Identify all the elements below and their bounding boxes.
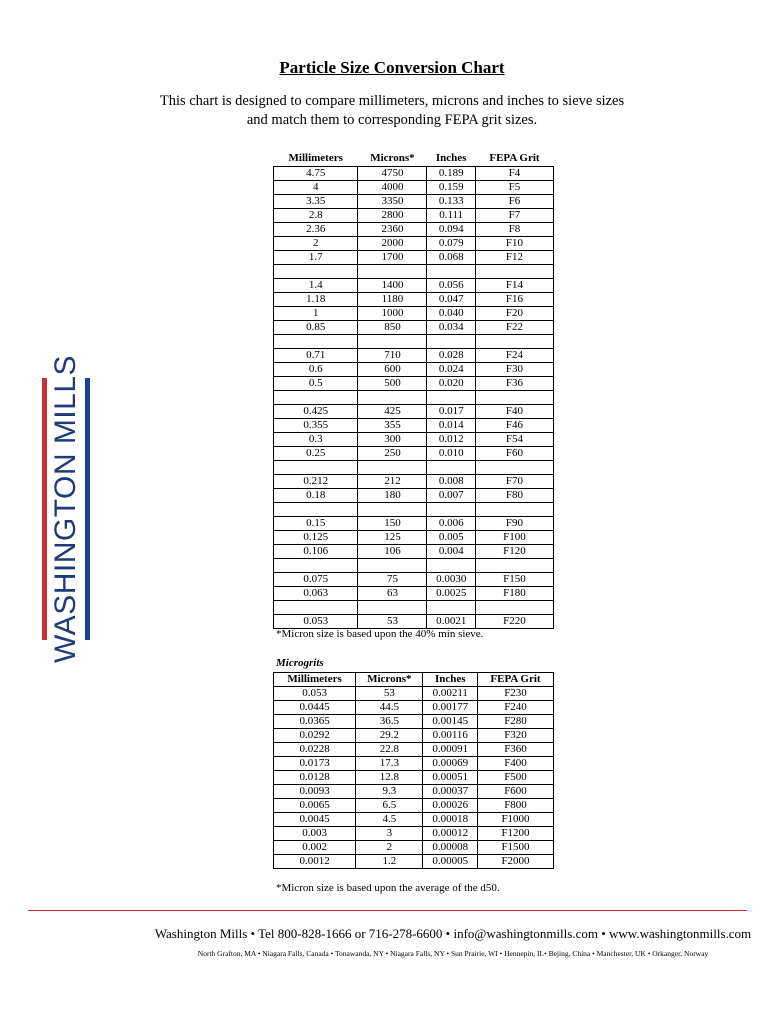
footer-locations: North Grafton, MA • Niagara Falls, Canada • Tonawanda, NY • Niagara Falls, NY • Sun Prairie, WI • Hennepin, IL• Bejing, China • Manchester, UK • Orkanger, Norway [197,949,709,958]
table-cell: F5 [475,181,553,195]
table-row [274,307,554,321]
table-cell: F16 [475,293,553,307]
table-row [274,265,554,279]
table-cell: 0.0173 [274,757,356,771]
table-cell: F22 [475,321,553,335]
table-cell: 1.18 [274,293,358,307]
table-row [274,785,554,799]
table-row [274,335,554,349]
table-cell: 0.00177 [423,701,478,715]
table-cell: 75 [358,573,427,587]
column-header: Inches [423,673,478,687]
table-cell: 17.3 [356,757,423,771]
table-cell: 0.006 [427,517,476,531]
microgrits-table-body [274,687,554,869]
table-cell: 4.5 [356,813,423,827]
table-cell: 36.5 [356,715,423,729]
table-cell [475,461,553,475]
intro-text [0,92,768,130]
table-cell: 1700 [358,251,427,265]
table-cell: 0.125 [274,531,358,545]
table-cell: 355 [358,419,427,433]
company-logo [40,354,92,664]
table-cell: 425 [358,405,427,419]
logo-blue-stripe [85,378,90,640]
table-cell: 2 [356,841,423,855]
table-cell: 4.75 [274,167,358,181]
table-cell [274,601,358,615]
table-cell: 0.00008 [423,841,478,855]
table-cell [427,461,476,475]
table-row [274,813,554,827]
table-cell: 0.014 [427,419,476,433]
table-row [274,743,554,757]
table-cell: F7 [475,209,553,223]
table-row [274,475,554,489]
table-cell: 0.15 [274,517,358,531]
column-header: FEPA Grit [478,673,554,687]
table-cell: 0.00018 [423,813,478,827]
table-cell [427,559,476,573]
table-cell: 0.106 [274,545,358,559]
table-cell: F150 [475,573,553,587]
intro-line-2: and match them to corresponding FEPA grit sizes. [246,112,538,128]
table-row [274,279,554,293]
table-cell: F280 [478,715,554,729]
table-cell: 0.047 [427,293,476,307]
table-cell: 0.017 [427,405,476,419]
table-cell: 0.010 [427,447,476,461]
table-cell: 0.159 [427,181,476,195]
table-row [274,195,554,209]
table-cell: F600 [478,785,554,799]
table-row [274,827,554,841]
table-cell [274,461,358,475]
table-cell [475,335,553,349]
table-cell: F1200 [478,827,554,841]
table-row [274,771,554,785]
table-cell [358,601,427,615]
table-cell [274,265,358,279]
table-cell: 1000 [358,307,427,321]
column-header: Millimeters [274,673,356,687]
table-row [274,377,554,391]
table-cell: 710 [358,349,427,363]
table-cell: 0.040 [427,307,476,321]
table-cell [427,335,476,349]
table-cell: 0.0025 [427,587,476,601]
table-cell: 1 [274,307,358,321]
table-cell: 6.5 [356,799,423,813]
table-cell: F24 [475,349,553,363]
table-cell: 0.008 [427,475,476,489]
table-row [274,841,554,855]
table-cell: 63 [358,587,427,601]
table-cell: 0.056 [427,279,476,293]
table-cell: F800 [478,799,554,813]
table-cell: 500 [358,377,427,391]
table-cell: 0.85 [274,321,358,335]
microgrits-label: Microgrits [276,657,324,669]
table-cell: 0.0445 [274,701,356,715]
table-cell: 2 [274,237,358,251]
table-cell: 2.36 [274,223,358,237]
table-cell [274,335,358,349]
table-cell: 53 [358,615,427,629]
table-cell: 0.075 [274,573,358,587]
table-cell: 1400 [358,279,427,293]
table-cell: F240 [478,701,554,715]
table-cell: 4750 [358,167,427,181]
table-cell [427,503,476,517]
table-row [274,601,554,615]
table-cell: 0.079 [427,237,476,251]
footer-divider [28,910,747,911]
table-cell: F220 [475,615,553,629]
table-row [274,615,554,629]
table-row [274,251,554,265]
table-row [274,545,554,559]
table-cell: 0.002 [274,841,356,855]
column-header: Inches [427,150,476,167]
table-cell: 0.18 [274,489,358,503]
table-cell: 0.0012 [274,855,356,869]
table-row [274,729,554,743]
table-cell [358,391,427,405]
table-cell: F400 [478,757,554,771]
table-cell: 0.00116 [423,729,478,743]
table-cell: F54 [475,433,553,447]
table-cell: 2000 [358,237,427,251]
logo-text: WASHINGTON MILLS [49,354,82,664]
table-cell: 0.068 [427,251,476,265]
table-cell: 180 [358,489,427,503]
table-cell: F30 [475,363,553,377]
table-row [274,237,554,251]
table-cell: 0.063 [274,587,358,601]
table-cell: F180 [475,587,553,601]
table-cell: 0.355 [274,419,358,433]
table-cell: F100 [475,531,553,545]
table-cell [427,601,476,615]
table-cell: F1500 [478,841,554,855]
table-cell: F4 [475,167,553,181]
table-cell: F6 [475,195,553,209]
table-cell: 12.8 [356,771,423,785]
table-row [274,531,554,545]
table-cell: 0.3 [274,433,358,447]
table-cell: 0.00005 [423,855,478,869]
table-cell: F40 [475,405,553,419]
table-row [274,715,554,729]
table-cell: 0.00145 [423,715,478,729]
table-row [274,293,554,307]
table-cell [475,601,553,615]
table-cell: F14 [475,279,553,293]
micron-note-sieve: *Micron size is based upon the 40% min sieve. [276,628,484,640]
table-cell: 0.012 [427,433,476,447]
table-cell: 600 [358,363,427,377]
table-cell [358,265,427,279]
table-cell: 0.00091 [423,743,478,757]
table-cell [358,335,427,349]
table-cell: F2000 [478,855,554,869]
column-header: FEPA Grit [475,150,553,167]
table-cell [475,559,553,573]
table-row [274,799,554,813]
table-cell [427,391,476,405]
table-cell: 0.007 [427,489,476,503]
table-cell: F36 [475,377,553,391]
table-cell: F230 [478,687,554,701]
table-cell: 0.0045 [274,813,356,827]
table-cell: F320 [478,729,554,743]
table-row [274,321,554,335]
table-cell: 0.020 [427,377,476,391]
table-cell: 0.028 [427,349,476,363]
table-cell: 0.0228 [274,743,356,757]
table-row [274,167,554,181]
table-cell: 300 [358,433,427,447]
footer-contact: Washington Mills • Tel 800-828-1666 or 716-278-6600 • info@washingtonmills.com • www.washingtonmills.com [154,926,752,941]
table-cell [274,503,358,517]
table-cell: 29.2 [356,729,423,743]
table-cell: 0.189 [427,167,476,181]
table-row [274,181,554,195]
table-row [274,405,554,419]
table-cell: F46 [475,419,553,433]
table-row [274,573,554,587]
table-cell: 0.003 [274,827,356,841]
table-cell: 0.0093 [274,785,356,799]
table-cell: 2.8 [274,209,358,223]
table-cell: F120 [475,545,553,559]
table-row [274,757,554,771]
table-cell: 150 [358,517,427,531]
table-row [274,701,554,715]
table-row [274,391,554,405]
table-cell: 1.7 [274,251,358,265]
table-cell [427,265,476,279]
table-cell: F500 [478,771,554,785]
table-cell: F80 [475,489,553,503]
table-cell: 0.094 [427,223,476,237]
table-cell: F360 [478,743,554,757]
table-cell: 3350 [358,195,427,209]
intro-line-1: This chart is designed to compare millimeters, microns and inches to sieve sizes [159,93,625,109]
table-cell: F10 [475,237,553,251]
table-cell: 0.053 [274,687,356,701]
table-cell: 1180 [358,293,427,307]
conversion-table-body [274,167,554,629]
table-cell: 2800 [358,209,427,223]
table-cell [475,391,553,405]
table-row [274,503,554,517]
table-row [274,223,554,237]
conversion-table-header [274,150,554,167]
table-cell: 0.053 [274,615,358,629]
table-cell: 0.0292 [274,729,356,743]
table-cell: 1.4 [274,279,358,293]
conversion-table [273,150,554,629]
table-row [274,489,554,503]
table-cell: 0.004 [427,545,476,559]
table-cell: 0.133 [427,195,476,209]
table-cell: 0.034 [427,321,476,335]
table-cell: 4 [274,181,358,195]
column-header: Millimeters [274,150,358,167]
page-title: Particle Size Conversion Chart [279,58,505,77]
table-cell: 0.25 [274,447,358,461]
table-cell: 22.8 [356,743,423,757]
table-cell: 0.0030 [427,573,476,587]
table-cell: 1.2 [356,855,423,869]
microgrits-table-header [274,673,554,687]
table-row [274,419,554,433]
table-cell [358,461,427,475]
table-cell: F8 [475,223,553,237]
table-cell: 4000 [358,181,427,195]
table-cell: F20 [475,307,553,321]
table-cell [274,391,358,405]
table-cell: F90 [475,517,553,531]
table-cell: 125 [358,531,427,545]
table-cell: F12 [475,251,553,265]
table-cell: 0.0065 [274,799,356,813]
table-row [274,687,554,701]
table-cell: 3.35 [274,195,358,209]
table-cell: 850 [358,321,427,335]
table-cell: 0.005 [427,531,476,545]
column-header: Microns* [356,673,423,687]
table-row [274,517,554,531]
table-cell [358,559,427,573]
table-cell: 3 [356,827,423,841]
table-cell: 0.00026 [423,799,478,813]
table-row [274,559,554,573]
table-cell: 9.3 [356,785,423,799]
column-header: Microns* [358,150,427,167]
table-cell: 0.00037 [423,785,478,799]
table-cell: 0.111 [427,209,476,223]
table-row [274,209,554,223]
table-row [274,363,554,377]
microgrits-table [273,672,554,869]
table-cell: 0.5 [274,377,358,391]
table-cell: 0.212 [274,475,358,489]
table-cell: 0.425 [274,405,358,419]
table-cell: 53 [356,687,423,701]
table-cell: 106 [358,545,427,559]
logo-red-stripe [42,378,47,640]
table-row [274,349,554,363]
table-cell: F60 [475,447,553,461]
table-row [274,461,554,475]
table-cell: 0.6 [274,363,358,377]
table-row [274,587,554,601]
table-cell: 44.5 [356,701,423,715]
table-cell: 0.00051 [423,771,478,785]
table-cell [358,503,427,517]
micron-note-d50: *Micron size is based upon the average of the d50. [276,882,500,894]
table-cell: F70 [475,475,553,489]
table-cell: 2360 [358,223,427,237]
table-row [274,855,554,869]
table-cell: 0.71 [274,349,358,363]
table-cell: 0.0365 [274,715,356,729]
table-cell: 0.00012 [423,827,478,841]
table-cell: 0.00211 [423,687,478,701]
table-cell: 0.0128 [274,771,356,785]
table-cell: 0.024 [427,363,476,377]
table-cell [475,265,553,279]
table-cell: 0.0021 [427,615,476,629]
table-cell: 0.00069 [423,757,478,771]
table-row [274,433,554,447]
table-cell: 250 [358,447,427,461]
table-cell: F1000 [478,813,554,827]
table-cell [475,503,553,517]
table-cell [274,559,358,573]
table-row [274,447,554,461]
table-cell: 212 [358,475,427,489]
